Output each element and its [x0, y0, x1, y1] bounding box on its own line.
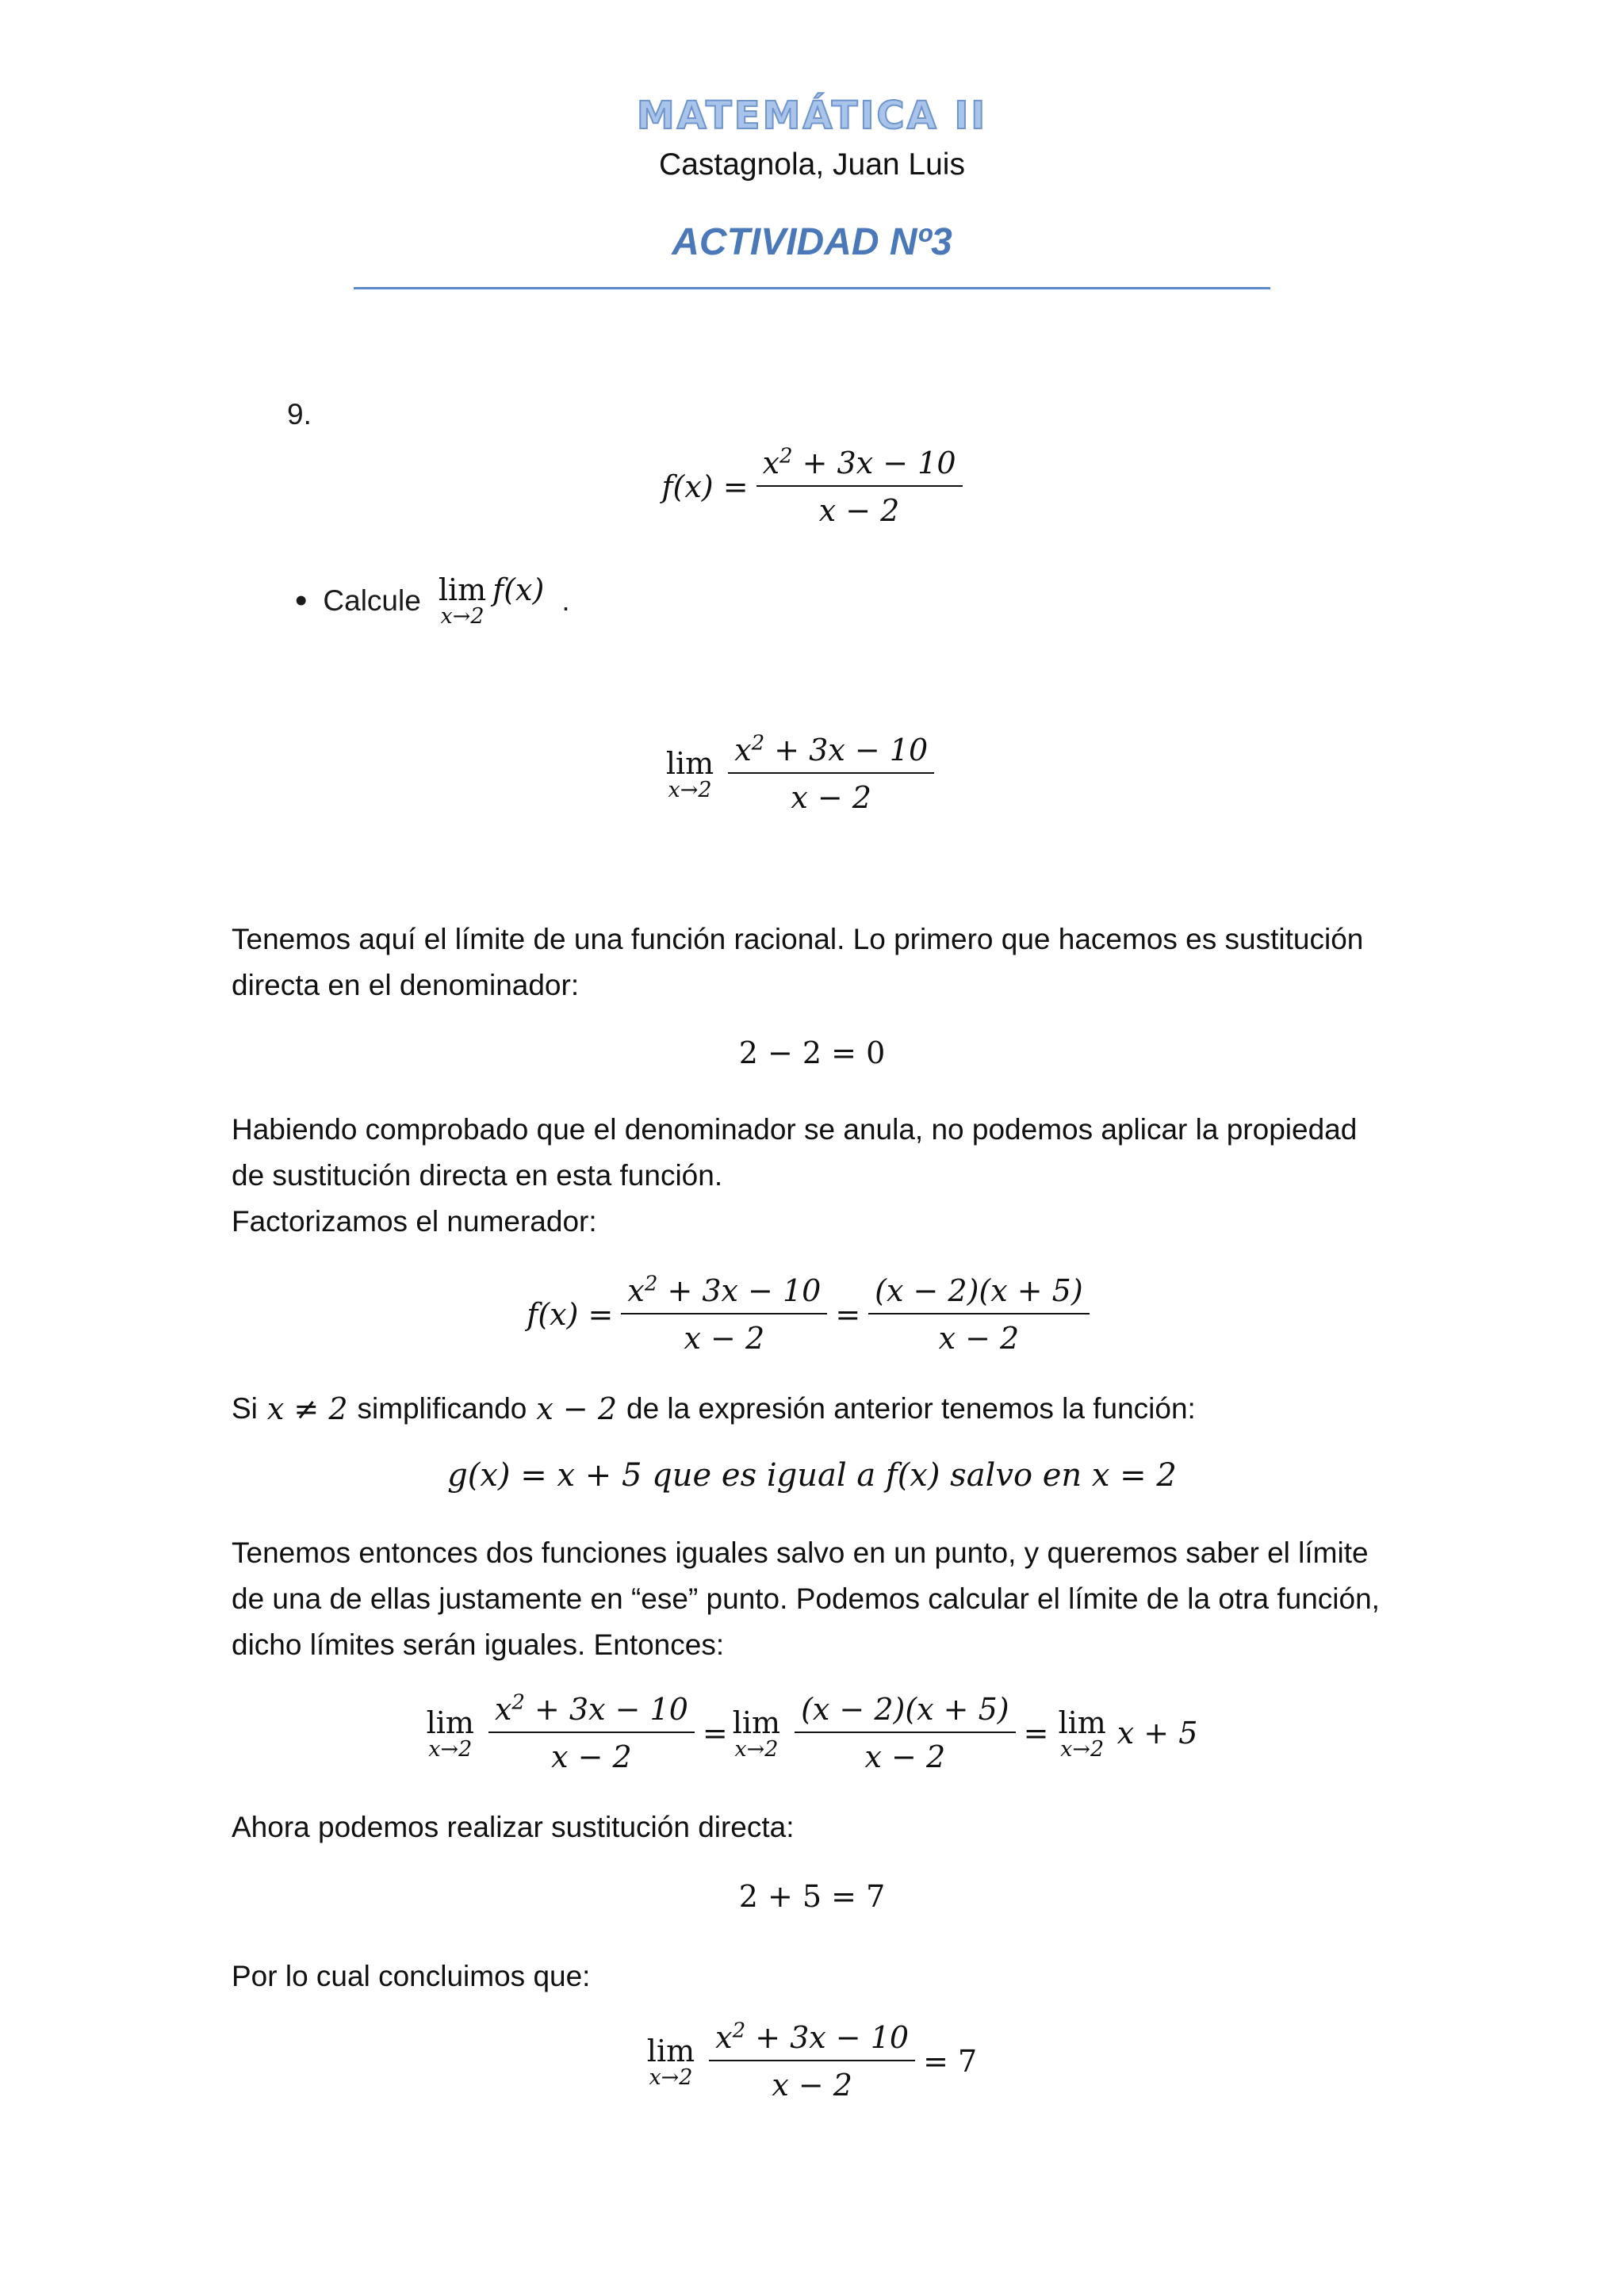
author-name: Castagnola, Juan Luis: [659, 147, 965, 182]
paragraph-simplify: Si x ≠ 2 simplificando x − 2 de la expresión anterior tenemos la función:: [232, 1391, 1196, 1426]
header-divider: [354, 287, 1270, 289]
limit-function: f(x): [492, 572, 545, 607]
denominator-substitution: 2 − 2 = 0: [738, 1035, 886, 1070]
final-value: = 7: [923, 2044, 978, 2079]
fraction-numerator: $x^2 + 3x - 10$: [756, 446, 963, 487]
factored-fraction: $\frac{(x - 2)(x + 5)}{x - 2}$: [868, 1273, 1090, 1356]
problem-number: 9.: [287, 398, 312, 430]
fraction: [756, 446, 963, 528]
fraction-denominator: x − 2: [818, 493, 900, 528]
limit-operator: lim x→2: [438, 572, 487, 629]
activity-title: ACTIVIDAD Nº3: [672, 221, 952, 263]
task-period: .: [561, 584, 570, 617]
fx-lhs: f(x) =: [661, 469, 749, 504]
sum-equation: 2 + 5 = 7: [738, 1879, 886, 1914]
paragraph-equal-functions: Tenemos entonces dos funciones iguales salvo en un punto, y queremos saber el límite de una de ellas justamente en “ese” punto. Podemos calcular el límite de la otra función, dicho límites serán iguales. Entonces:: [232, 1536, 1380, 1661]
limit-expression: [0, 733, 1624, 815]
g-definition: g(x) = x + 5 que es igual a f(x) salvo en x = 2: [447, 1457, 1177, 1494]
paragraph-factorize: Factorizamos el numerador:: [232, 1205, 597, 1238]
function-definition: [0, 446, 1624, 528]
paragraph-substitution: Ahora podemos realizar sustitución directa:: [232, 1811, 795, 1843]
fraction: $\frac{x^2 + 3x - 10}{x - 2}$: [728, 733, 934, 815]
bullet-icon: •: [295, 580, 308, 620]
limit-operator: lim x→2: [665, 745, 714, 802]
factored-equation: f(x) = $\frac{x^2 + 3x - 10}{x - 2}$ = $\frac{(x - 2)(x + 5)}{x - 2}$: [0, 1273, 1624, 1356]
task-bullet: [295, 572, 570, 629]
paragraph-denominator-zero: Habiendo comprobado que el denominador se anula, no podemos aplicar la propiedad de sustitución directa en esta función. Factorizamos el numerador:: [232, 1107, 1397, 1245]
paragraph-conclusion: Por lo cual concluimos que:: [232, 1960, 591, 1992]
task-text: Calcule: [323, 584, 421, 617]
limit-chain: lim x→2 $\frac{x^2 + 3x - 10}{x - 2}$ = lim x→2 $\frac{(x - 2)(x + 5)}{x - 2}$ = lim x→2 x + 5: [426, 1690, 1198, 1774]
paragraph-intro: Tenemos aquí el límite de una función racional. Lo primero que hacemos es sustitución directa en el denominador:: [232, 923, 1364, 1001]
final-limit: lim x→2 $\frac{x^2 + 3x - 10}{x - 2}$ = 7: [646, 2019, 978, 2103]
course-title: MATEMÁTICA II: [636, 94, 988, 138]
